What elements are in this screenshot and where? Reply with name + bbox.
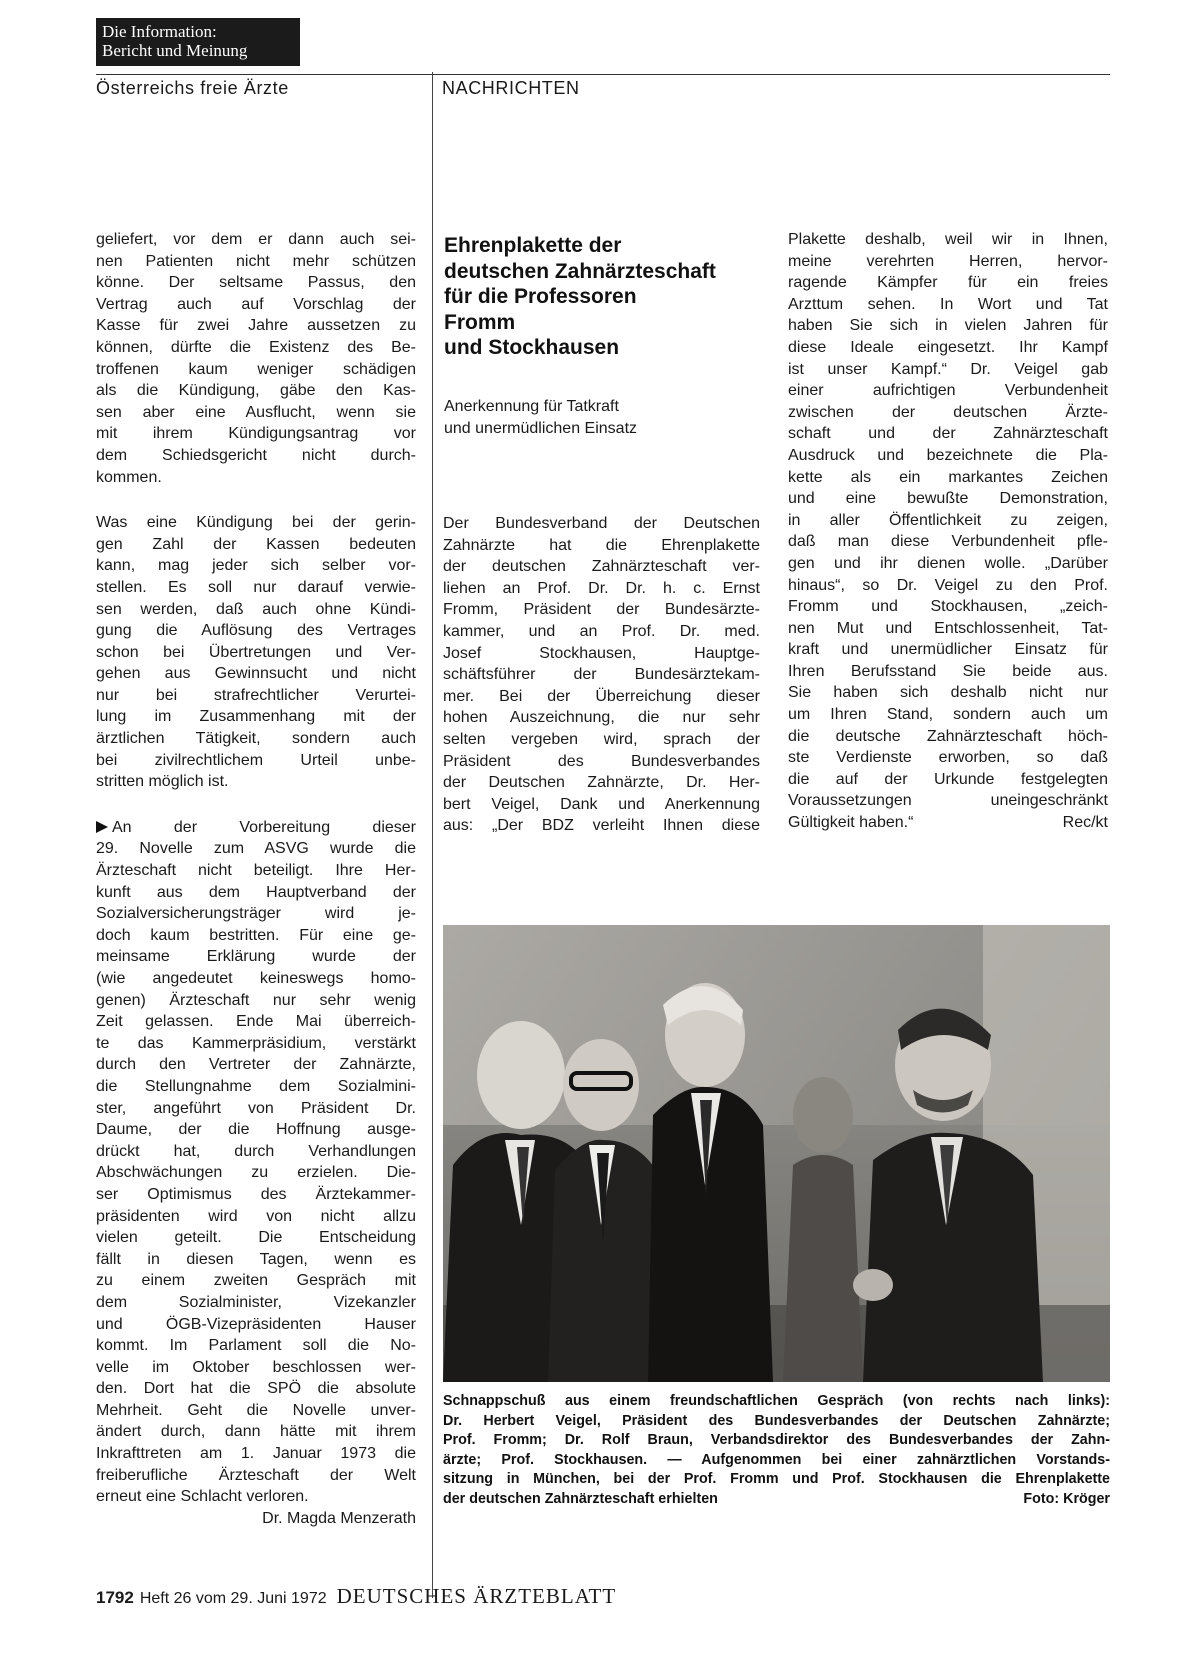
text-line: Ärzteschaft nicht beteiligt. Ihre Her- bbox=[96, 862, 416, 880]
text-line: bei zivilrechtlichem Urteil unbe- bbox=[96, 751, 416, 769]
caption-line: Schnappschuß aus einem freundschaftlichen Gespräch (von rechts nach links): bbox=[443, 1393, 1110, 1409]
issue-info: Heft 26 vom 29. Juni 1972 bbox=[139, 1590, 327, 1607]
text-line: kommen. bbox=[96, 468, 162, 486]
caption-line: Dr. Herbert Veigel, Präsident des Bundesverbandes der Deutschen Zahnärzte; bbox=[443, 1412, 1110, 1429]
text-line: Arzttum sehen. In Wort und Tat bbox=[788, 295, 1108, 313]
text-line: ste Verdienste erworben, so daß bbox=[788, 749, 1108, 767]
text-line: geliefert, vor dem er dann auch sei- bbox=[96, 231, 416, 248]
text-line: schon bei Übertretungen und Ver- bbox=[96, 643, 416, 661]
text-line: Mehrheit. Geht die Novelle unver- bbox=[96, 1401, 416, 1419]
text-line: mer. Bei der Überreichung dieser bbox=[443, 687, 760, 705]
text-line: dem Schiedsgericht nicht durch- bbox=[96, 446, 416, 464]
text-line: liehen an Prof. Dr. Dr. h. c. Ernst bbox=[443, 579, 760, 597]
header-rule bbox=[96, 74, 1110, 75]
text-line: Zeit gelassen. Ende Mai überreich- bbox=[96, 1013, 416, 1031]
text-line: Plakette deshalb, weil wir in Ihnen, bbox=[788, 231, 1108, 248]
text-line: Ausdruck und bezeichnete die Pla- bbox=[788, 446, 1108, 464]
text-line: ärztlichen Tätigkeit, sondern auch bbox=[96, 730, 416, 748]
text-line: freiberufliche Ärzteschaft der Welt bbox=[96, 1466, 416, 1484]
text-line: kraft und unermüdlicher Einsatz für bbox=[788, 641, 1108, 659]
text-line: Sozialversicherungsträger wird je- bbox=[96, 905, 416, 923]
page-number: 1792 bbox=[96, 1588, 134, 1607]
text-line: durch den Vertreter der Zahnärzte, bbox=[96, 1056, 416, 1074]
article-subtitle bbox=[444, 396, 764, 440]
text-line: fällt in diesen Tagen, wenn es bbox=[96, 1250, 416, 1268]
text-line: den. Dort hat die SPÖ die absolute bbox=[96, 1380, 416, 1398]
article-body-middle bbox=[443, 513, 760, 837]
text-line: te das Kammerpräsidium, verstärkt bbox=[96, 1034, 416, 1052]
text-line: daß man diese Verbundenheit pfle- bbox=[788, 533, 1108, 551]
text-line: die deutsche Zahnärzteschaft höch- bbox=[788, 727, 1108, 745]
text-line: Fromm und Stockhausen, „zeich- bbox=[788, 598, 1108, 616]
text-line: lung im Zusammenhang mit der bbox=[96, 708, 416, 726]
left-column-text bbox=[96, 229, 416, 1529]
text-line: kammer, und an Prof. Dr. med. bbox=[443, 622, 760, 640]
text-line: können, dürfte die Existenz des Be- bbox=[96, 338, 416, 356]
left-paragraph-3 bbox=[96, 817, 416, 1530]
text-line: kette als ein markantes Zeichen bbox=[788, 468, 1108, 486]
text-line: stritten möglich ist. bbox=[96, 773, 229, 791]
text-line: die auf der Urkunde festgelegten bbox=[788, 770, 1108, 788]
text-line: Präsident des Bundesverbandes bbox=[443, 752, 760, 770]
text-line: der Deutschen Zahnärzte, Dr. Her- bbox=[443, 774, 760, 792]
text-line: zu einem zweiten Gespräch mit bbox=[96, 1272, 416, 1290]
text-line: sen aber eine Ausflucht, wenn sie bbox=[96, 403, 416, 421]
text-line: Vertrag auch auf Vorschlag der bbox=[96, 295, 416, 313]
text-line: Inkrafttreten am 1. Januar 1973 die bbox=[96, 1445, 416, 1463]
text-line: (wie angedeutet keineswegs homo- bbox=[96, 970, 416, 987]
text-line: als die Kündigung, gäbe den Kas- bbox=[96, 382, 416, 400]
article-title bbox=[444, 233, 764, 361]
text-line: einer aufrichtigen Verbundenheit bbox=[788, 382, 1108, 400]
text-line: genen) Ärzteschaft nur sehr wenig bbox=[96, 991, 416, 1009]
text-line: hohen Auszeichnung, die nur sehr bbox=[443, 709, 760, 727]
text-line: gehen aus Gewinnsucht und nicht bbox=[96, 665, 416, 683]
rubric-line-2: Bericht und Meinung bbox=[102, 41, 248, 60]
text-line-content: An der Vorbereitung dieser bbox=[112, 818, 416, 836]
text-line: der deutschen Zahnärzteschaft ver- bbox=[443, 558, 760, 576]
text-line: Der Bundesverband der Deutschen bbox=[443, 515, 760, 532]
text-line: nen Mut und Entschlossenheit, Tat- bbox=[788, 619, 1108, 637]
text-line: meinsame Erklärung wurde der bbox=[96, 948, 416, 966]
text-line: erneut eine Schlacht verloren. bbox=[96, 1488, 309, 1506]
left-paragraph-2 bbox=[96, 512, 416, 793]
photo-illustration bbox=[443, 925, 1110, 1382]
text-line: zwischen der deutschen Ärzte- bbox=[788, 403, 1108, 421]
text-line: kommt. Im Parlament soll die No- bbox=[96, 1337, 416, 1355]
text-line: dem Sozialminister, Vizekanzler bbox=[96, 1293, 416, 1311]
text-line: gen Zahl der Kassen bedeuten bbox=[96, 535, 416, 553]
text-line: 29. Novelle zum ASVG wurde die bbox=[96, 840, 416, 858]
title-line: und Stockhausen bbox=[444, 336, 620, 359]
text-line: Daume, der die Hoffnung ausge- bbox=[96, 1121, 416, 1139]
text-line bbox=[788, 812, 1108, 834]
text-line: diese Ideale eingesetzt. Ihr Kampf bbox=[788, 338, 1108, 356]
title-line: Ehrenplakette der bbox=[444, 234, 622, 257]
text-line: und eine bewußte Demonstration, bbox=[788, 490, 1108, 508]
subtitle-line: und unermüdlichen Einsatz bbox=[444, 420, 638, 437]
text-line: haben Sie sich in vielen Jahren für bbox=[788, 317, 1108, 335]
caption-line: der deutschen Zahnärzteschaft erhielten bbox=[443, 1490, 718, 1507]
section-rubric bbox=[96, 18, 300, 66]
text-line: schaft und der Zahnärzteschaft bbox=[788, 425, 1108, 443]
bullet-arrow-icon bbox=[96, 821, 108, 833]
text-line: vielen geteilt. Die Entscheidung bbox=[96, 1229, 416, 1247]
text-line: sen werden, daß auch ohne Kündi- bbox=[96, 600, 416, 618]
text-line: ser Optimismus des Ärztekammer- bbox=[96, 1185, 416, 1203]
text-line: und ÖGB-Vizepräsidenten Hauser bbox=[96, 1315, 416, 1333]
text-line: mit ihrem Kündigungsantrag vor bbox=[96, 425, 416, 443]
text-line bbox=[96, 817, 416, 839]
page-footer bbox=[96, 1584, 616, 1609]
text-line: meine verehrten Herren, hervor- bbox=[788, 252, 1108, 270]
text-line: in aller Öffentlichkeit zu zeigen, bbox=[788, 511, 1108, 529]
caption-line: sitzung in München, bei der Prof. Fromm und Prof. Stockhausen die Ehrenplakette bbox=[443, 1471, 1110, 1487]
text-line: Josef Stockhausen, Hauptge- bbox=[443, 644, 760, 662]
text-line: stellen. Es soll nur darauf verwie- bbox=[96, 578, 416, 596]
text-line: drückt hat, durch Verhandlungen bbox=[96, 1142, 416, 1160]
text-line: Zahnärzte hat die Ehrenplakette bbox=[443, 536, 760, 554]
press-photo bbox=[443, 925, 1110, 1382]
text-line: doch kaum bestritten. Für eine ge- bbox=[96, 926, 416, 944]
text-line: kunft aus dem Hauptverband der bbox=[96, 883, 416, 901]
text-line: schäftsführer der Bundesärztekam- bbox=[443, 666, 760, 684]
caption-line: ärzte; Prof. Stockhausen. — Aufgenommen bei einer zahnärztlichen Vorstands- bbox=[443, 1451, 1110, 1468]
text-line: velle im Oktober beschlossen wer- bbox=[96, 1358, 416, 1376]
subtitle-line: Anerkennung für Tatkraft bbox=[444, 398, 619, 415]
text-line: Was eine Kündigung bei der gerin- bbox=[96, 514, 416, 532]
text-line: ragende Kämpfer für ein freies bbox=[788, 274, 1108, 292]
text-line: Kasse für zwei Jahre aussetzen zu bbox=[96, 317, 416, 335]
text-line: gung die Auflösung des Vertrages bbox=[96, 622, 416, 640]
text-line: aus: „Der BDZ verleiht Ihnen diese bbox=[443, 817, 760, 835]
rubric-line-1: Die Information: bbox=[102, 22, 217, 41]
left-paragraph-1 bbox=[96, 229, 416, 488]
text-line: könne. Der seltsame Passus, den bbox=[96, 274, 416, 292]
text-line: selten vergeben wird, sprach der bbox=[443, 730, 760, 748]
text-line: Voraussetzungen uneingeschränkt bbox=[788, 792, 1108, 810]
caption-line: Prof. Fromm; Dr. Rolf Braun, Verbandsdirektor des Bundesverbandes der Zahn- bbox=[443, 1432, 1110, 1448]
photo-caption bbox=[443, 1392, 1110, 1509]
journal-name: DEUTSCHES ÄRZTEBLATT bbox=[336, 1584, 617, 1608]
column-divider bbox=[432, 72, 433, 1598]
title-line: Fromm bbox=[444, 310, 516, 334]
text-line: die Stellungnahme dem Sozialmini- bbox=[96, 1077, 416, 1095]
text-line: ster, angeführt von Präsident Dr. bbox=[96, 1099, 416, 1117]
text-line: präsidenten wird von nicht allzu bbox=[96, 1207, 416, 1225]
text-line: troffenen kaum weniger schädigen bbox=[96, 360, 416, 378]
text-line: um Ihren Stand, sondern auch um bbox=[788, 706, 1108, 724]
article-signature: Rec/kt bbox=[1062, 814, 1108, 832]
section-header-right: NACHRICHTEN bbox=[442, 78, 580, 98]
text-line: hinaus“, so Dr. Veigel zu den Prof. bbox=[788, 576, 1108, 594]
author-signature: Dr. Magda Menzerath bbox=[262, 1509, 416, 1527]
text-line: ändert durch, dann hätte mit ihrem bbox=[96, 1423, 416, 1441]
text-line: ist unser Kampf.“ Dr. Veigel gab bbox=[788, 360, 1108, 378]
article-body-right bbox=[788, 229, 1108, 834]
text-line-content: Gültigkeit haben.“ bbox=[788, 814, 914, 832]
text-line: kann, mag jeder sich selber vor- bbox=[96, 557, 416, 575]
photo-credit: Foto: Kröger bbox=[1023, 1490, 1110, 1507]
text-line: Abschwächungen zu erzielen. Die- bbox=[96, 1164, 416, 1182]
section-header-left: Österreichs freie Ärzte bbox=[96, 78, 289, 98]
text-line: Ihren Berufsstand Sie beide aus. bbox=[788, 662, 1108, 680]
text-line: nen Patienten nicht mehr schützen bbox=[96, 252, 416, 270]
text-line: bert Veigel, Dank und Anerkennung bbox=[443, 795, 760, 813]
title-line: deutschen Zahnärzteschaft bbox=[444, 259, 716, 283]
text-line: gen und ihr dienen wolle. „Darüber bbox=[788, 554, 1108, 572]
text-line: nur bei strafrechtlicher Verurtei- bbox=[96, 686, 416, 704]
text-line: Fromm, Präsident der Bundesärzte- bbox=[443, 601, 760, 619]
text-line: Sie haben sich deshalb nicht nur bbox=[788, 684, 1108, 702]
title-line: für die Professoren bbox=[444, 285, 637, 308]
